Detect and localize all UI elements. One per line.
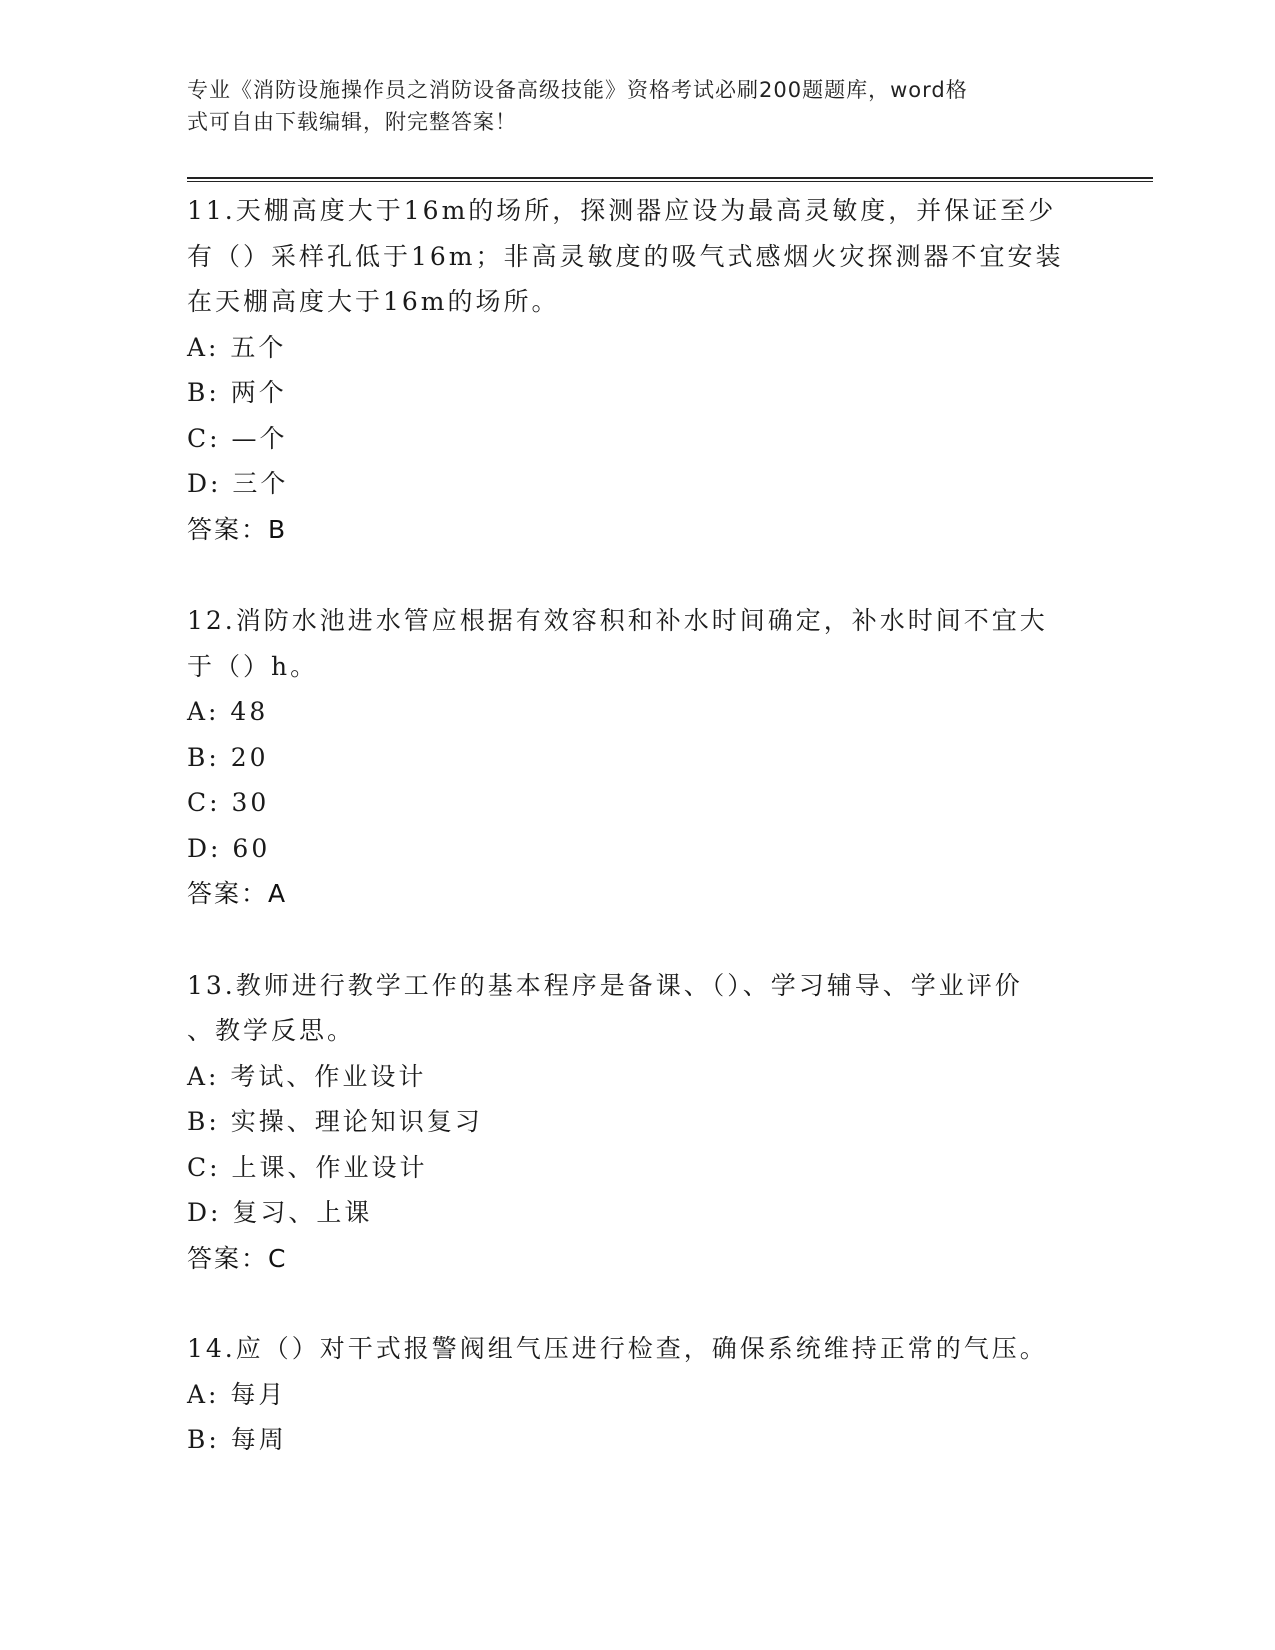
option-a: A: 48 [187,697,269,726]
option-b: B: 实操、理论知识复习 [187,1107,483,1136]
question-text-line: 在天棚高度大于16m的场所。 [187,287,560,316]
question-spacer [187,917,1087,963]
answer-line: 答案：C [187,1243,288,1273]
answer-line: 答案：A [187,879,288,908]
question-text-line: 11.天棚高度大于16m的场所，探测器应设为最高灵敏度，并保证至少 [187,196,1057,225]
question-11 [187,188,1087,552]
header-divider-thick [187,177,1153,179]
option-d: D: 复习、上课 [187,1198,373,1227]
option-a: A: 五个 [187,332,287,362]
question-text-line: 13.教师进行教学工作的基本程序是备课、（）、学习辅导、学业评价 [187,970,1023,1000]
option-a: A: 考试、作业设计 [187,1061,427,1091]
option-b: B: 每周 [187,1425,287,1454]
header-line-1: 专业《消防设施操作员之消防设备高级技能》资格考试必刷200题题库，word格 [187,78,968,102]
option-b: B: 两个 [187,378,287,407]
question-spacer [187,552,1087,598]
option-c: C: —个 [187,423,288,453]
option-a: A: 每月 [187,1379,287,1409]
option-d: D: 60 [187,833,271,863]
question-12 [187,598,1087,917]
option-b: B: 20 [187,742,269,772]
question-14 [187,1326,1087,1463]
option-d: D: 三个 [187,469,289,498]
header-divider-thin [187,181,1153,182]
question-text-line: 有（）采样孔低于16m；非高灵敏度的吸气式感烟火灾探测器不宜安装 [187,241,1064,271]
option-c: C: 30 [187,788,270,817]
question-text-line: 12.消防水池进水管应根据有效容积和补水时间确定，补水时间不宜大 [187,606,1048,635]
question-spacer [187,1281,1087,1326]
document-header [187,74,1067,138]
header-line-2: 式可自由下载编辑，附完整答案！ [187,110,517,134]
option-c: C: 上课、作业设计 [187,1152,428,1182]
question-text-line: 、教学反思。 [187,1016,356,1045]
question-list [187,188,1087,1463]
question-text-line: 14.应（）对干式报警阀组气压进行检查，确保系统维持正常的气压。 [187,1334,1048,1363]
question-text-line: 于（）h。 [187,651,319,681]
question-13 [187,963,1087,1282]
answer-line: 答案：B [187,514,288,544]
